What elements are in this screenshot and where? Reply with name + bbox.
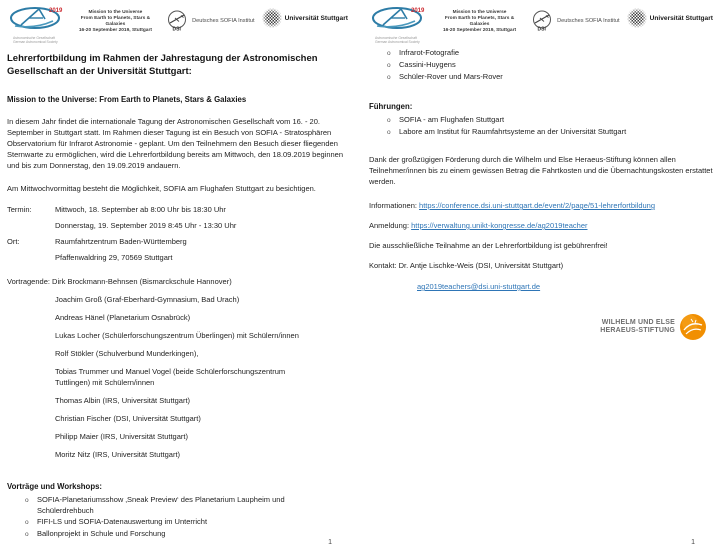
contact-email-row [417,282,713,291]
contact-email-link[interactable]: ag2019teachers@dsi.uni-stuttgart.de [417,282,541,291]
document-header [371,5,713,45]
schedule-row [7,204,348,215]
tour-item: o SOFIA - am Flughafen Stuttgart [387,115,505,124]
heraeus-text-line2: HERAEUS-STIFTUNG [600,327,675,334]
bullet-marker: o [25,518,29,526]
mission-line2: From Earth to Planets, Stars & Galaxies [80,16,151,27]
speaker-item: Thomas Albin (IRS, Universität Stuttgart) [55,396,191,405]
bullet-marker: o [25,530,29,538]
ag-logo-caption-line2: German Astronomical Society [375,40,420,45]
bullet-marker: o [387,73,391,81]
bullet-marker: o [387,116,391,124]
dsi-logo-block [165,5,255,33]
info-link[interactable]: https://conference.dsi.uni-stuttgart.de/event/2/page/51-lehrerfortbildung [419,201,656,210]
registration-label: Anmeldung: [369,221,412,230]
workshop-item: o Ballonprojekt in Schule und Forschung [25,529,166,538]
tours-list [369,115,713,138]
speakers-section [7,276,348,460]
mission-header-text [435,5,524,34]
speaker-item: Moritz Nitz (IRS, Universität Stuttgart) [55,450,181,459]
contact-line: Kontakt: Dr. Antje Lischke-Weis (DSI, Universität Stuttgart) [369,261,564,270]
mission-header-text [72,5,159,34]
schedule-block [7,204,348,263]
tours-heading: Führungen: [369,102,413,111]
mission-line1: Mission to the Universe [452,10,507,15]
dsi-plane-icon [165,9,189,33]
dsi-abbr-text: DSI [172,26,181,33]
workshops-list [7,495,348,540]
speaker-item: Dirk Brockmann-Behnsen (Bismarckschule Hannover) [52,277,232,286]
dsi-logo-block [530,5,620,33]
document-header [9,5,348,45]
mission-line2: From Earth to Planets, Stars & Galaxies [444,16,515,27]
speakers-label: Vortragende: [7,277,50,286]
schedule-label [7,252,55,263]
intro-paragraph: In diesem Jahr findet die internationale Tagung der Astronomischen Gesellschaft vom 16. - 20. September in Stuttgart statt. Im Rahmen dieser Tagung ist ein Besuch von SOFIA - Stratosphären Observatorium für Infrarot Astronomie - geplant. Um den Teilnehmern den Besuch dieser fliegenden Sternwarte zu ermöglichen, wird die Lehrerfortbildung bereits am Mittwoch, den 18.09.2019 beginnen und bis zum Donnerstag, den 19.09.2019 andauern. [7,117,344,170]
bullet-marker: o [387,128,391,136]
mission-line1: Mission to the Universe [88,10,143,15]
schedule-row [7,236,348,247]
speaker-item: Andreas Hänel (Planetarium Osnabrück) [55,313,191,322]
speaker-item: Joachim Groß (Graf-Eberhard-Gymnasium, Bad Urach) [55,295,240,304]
schedule-value: Donnerstag, 19. September 2019 8:45 Uhr - 13:30 Uhr [55,221,237,230]
ag-logo-icon [9,5,69,31]
svg-text:2019: 2019 [49,8,63,14]
schedule-label [7,220,55,231]
uni-stuttgart-label: Universität Stuttgart [284,14,348,22]
ag-2019-logo [9,5,72,44]
speaker-item: Lukas Locher (Schülerforschungszentrum Überlingen) mit Schülern/innen [55,331,299,340]
page-number: 1 [328,539,332,546]
schedule-value: Raumfahrtzentrum Baden-Württemberg [55,237,187,246]
registration-link[interactable]: https://verwaltung.unikt-kongresse.de/ag2019teacher [411,221,588,230]
schedule-row [7,252,348,263]
bullet-marker: o [25,496,29,504]
uni-stuttgart-logo-block [262,5,348,28]
uni-stuttgart-label: Universität Stuttgart [649,14,713,22]
schedule-value: Mittwoch, 18. September ab 8:00 Uhr bis 18:30 Uhr [55,205,226,214]
heraeus-text-line1: WILHELM UND ELSE [601,318,675,326]
workshop-item: o Cassini-Huygens [387,60,456,69]
speaker-item: Christian Fischer (DSI, Universität Stuttgart) [55,414,201,423]
heraeus-globe-icon [679,313,707,341]
svg-text:2019: 2019 [411,8,425,14]
tour-item: o Labore am Institut für Raumfahrtsysteme an der Universität Stuttgart [387,127,627,136]
uni-stuttgart-logo-block [627,5,713,28]
workshop-item: o FIFI-LS und SOFIA-Datenauswertung im Unterricht [25,517,208,526]
page-left [0,0,362,550]
dsi-label: Deutsches SOFIA Institut [557,18,620,24]
fee-note: Die ausschließliche Teilnahme an der Lehrerfortbildung ist gebührenfrei! [369,241,608,250]
funding-paragraph: Dank der großzügigen Förderung durch die Wilhelm und Else Heraeus-Stiftung können allen Teilnehmer/innen bis zu einem gewissen Betrag die Fahrtkosten und die Übernachtungskosten erstattet werden. [369,155,713,186]
schedule-label: Termin: [7,205,32,214]
workshop-item: o Schüler-Rover und Mars-Rover [387,72,503,81]
mission-line3: 16-20 September 2019, Stuttgart [443,28,517,33]
workshops-continued-list [369,48,713,83]
workshop-item: o Infrarot-Fotografie [387,48,460,57]
uni-stuttgart-halftone-icon [627,8,647,28]
dsi-abbr-text: DSI [537,26,546,33]
uni-stuttgart-halftone-icon [262,8,282,28]
speakers-first-row [7,276,348,287]
page-title: Lehrerfortbildung im Rahmen der Jahrestagung der Astronomischen Gesellschaft an der Universität Stuttgart: [7,53,318,77]
ag-logo-icon [371,5,431,31]
speaker-item: Tobias Trummer und Manuel Vogel (beide Schülerforschungszentrum Tuttlingen) mit Schülern/innen [55,367,286,387]
schedule-value: Pfaffenwaldring 29, 70569 Stuttgart [55,253,173,262]
bullet-marker: o [387,49,391,57]
info-label: Informationen: [369,201,420,210]
dsi-label: Deutsches SOFIA Institut [192,18,255,24]
workshop-item: o SOFIA-Planetariumsshow ‚Sneak Preview‘ des Planetarium Laupheim und Schülerdrehbuch [25,495,285,515]
speaker-item: Rolf Stökler (Schulverbund Munderkingen), [55,349,199,358]
page-number: 1 [691,539,695,546]
dsi-plane-icon [530,9,554,33]
ag-logo-caption-line2: German Astronomical Society [13,40,58,45]
subtitle: Mission to the Universe: From Earth to Planets, Stars & Galaxies [7,95,247,104]
page-right [362,0,725,550]
info-row [369,200,714,211]
registration-row [369,220,714,231]
mission-line3: 16-20 September 2019, Stuttgart [78,28,152,33]
heraeus-stiftung-logo [369,313,713,341]
visit-paragraph: Am Mittwochvormittag besteht die Möglichkeit, SOFIA am Flughafen Stuttgart zu besichtigen. [7,184,316,193]
ag-logo-caption-line1: Astronomische Gesellschaft [375,36,418,40]
bullet-marker: o [387,61,391,69]
ag-logo-caption-line1: Astronomische Gesellschaft [13,36,56,40]
ag-2019-logo [371,5,435,44]
heraeus-logo-text [600,319,675,336]
schedule-label: Ort: [7,237,20,246]
schedule-row [7,220,348,231]
workshops-heading: Vorträge und Workshops: [7,482,103,491]
speaker-item: Philipp Maier (IRS, Universität Stuttgart) [55,432,188,441]
